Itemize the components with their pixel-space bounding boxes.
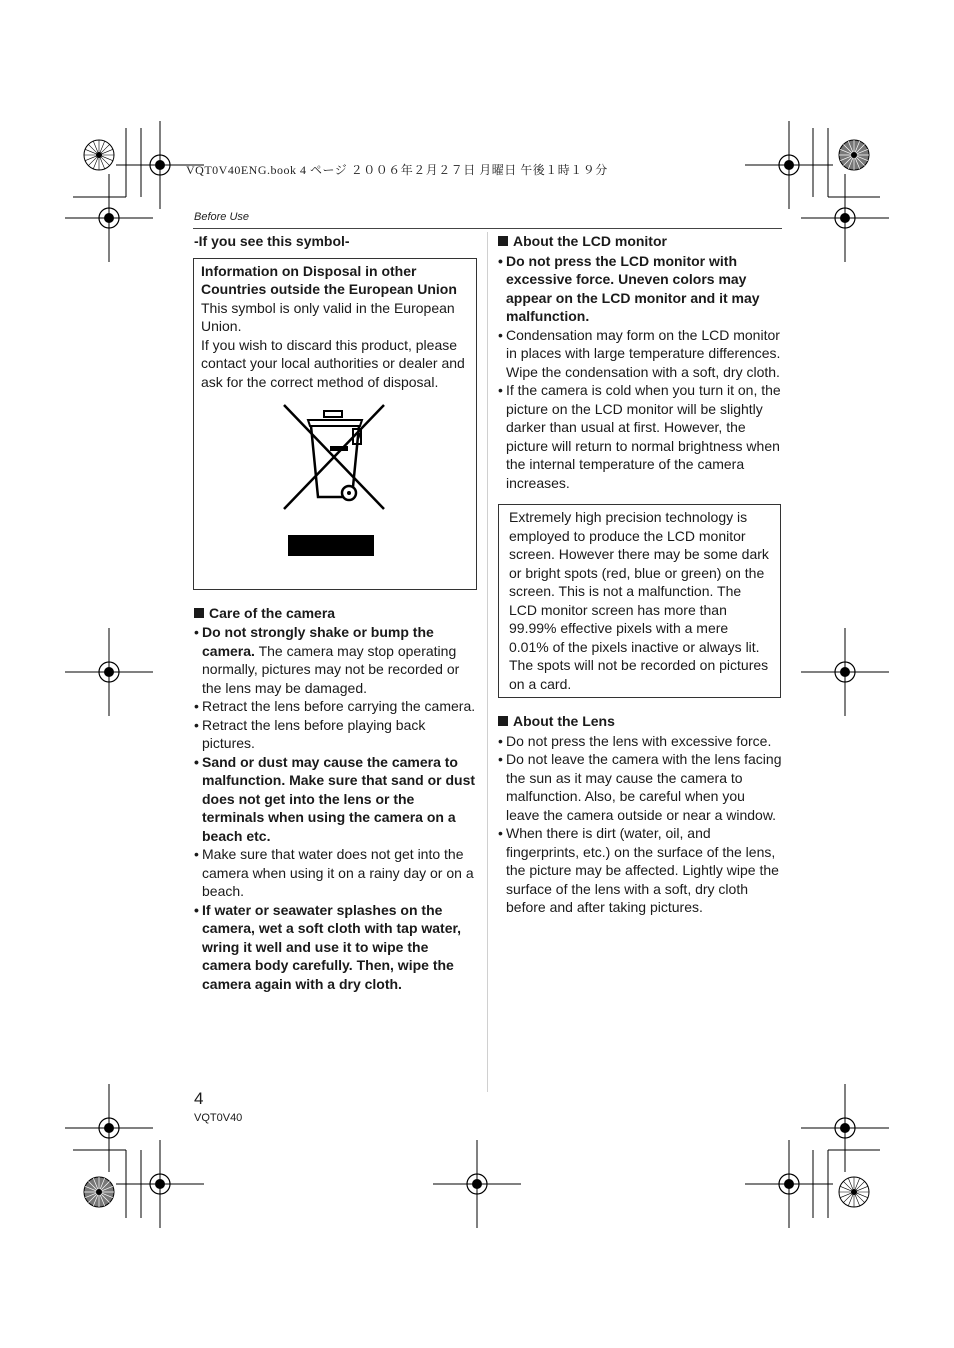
list-item: • When there is dirt (water, oil, and fingerprints, etc.) on the surface of the lens, the picture may be affected. Lightly wipe the surface of the lens with a soft, dry cloth before and after taking pictures. [498,824,782,917]
header-rule [193,228,782,229]
if-symbol-heading: -If you see this symbol- [194,233,350,249]
lcd-heading: About the LCD monitor [498,232,782,251]
care-list [194,623,478,993]
print-header: VQT0V40ENG.book 4 ページ ２００６年２月２７日 月曜日 午後１時１９分 [186,163,608,177]
list-item: • Do not strongly shake or bump the camera. The camera may stop operating normally, pictures may not be recorded or the lens may be damaged. [194,623,478,697]
list-item: • If the camera is cold when you turn it on, the picture on the LCD monitor will be slightly darker than usual at first. However, the picture will return to normal brightness when the internal temperature of the camera increases. [498,381,782,492]
list-item: • Retract the lens before carrying the camera. [194,697,478,716]
disposal-info-box [193,258,477,590]
square-bullet-icon [498,716,508,726]
list-item: • Sand or dust may cause the camera to malfunction. Make sure that sand or dust does not get into the lens or the terminals when using the camera on a beach etc. [194,753,478,846]
document-code: VQT0V40 [194,1112,243,1124]
list-item: • Do not leave the camera with the lens facing the sun as it may cause the camera to malfunction. Also, be careful when you leave the camera outside or near a window. [498,750,782,824]
disposal-para-1: This symbol is only valid in the European Union. [201,299,455,334]
list-item: • Do not press the LCD monitor with excessive force. Uneven colors may appear on the LCD monitor and it may malfunction. [498,252,782,326]
disposal-para-2: If you wish to discard this product, please contact your local authorities or dealer and ask for the correct method of disposal. [201,336,465,390]
list-item: • Condensation may form on the LCD monitor in places with large temperature differences. Wipe the condensation with a soft, dry cloth. [498,326,782,382]
list-item: • Retract the lens before playing back pictures. [194,716,478,753]
list-item: • Make sure that water does not get into the camera when using it on a rainy day or on a beach. [194,845,478,901]
care-heading: Care of the camera [194,604,478,623]
square-bullet-icon [498,236,508,246]
lens-heading: About the Lens [498,712,782,731]
page-number: 4 [194,1089,204,1108]
column-divider [487,232,488,1092]
list-item: • If water or seawater splashes on the camera, wet a soft cloth with tap water, wring it well and use it to wipe the camera body carefully. Then, wipe the camera again with a dry cloth. [194,901,478,994]
right-column [498,232,782,917]
crossed-out-wheelie-bin-icon [280,401,390,557]
left-column [194,232,478,993]
lcd-list [498,252,782,493]
section-label: Before Use [194,211,250,223]
precision-note-box: Extremely high precision technology is employed to produce the LCD monitor screen. However there may be some dark or bright spots (red, blue or green) on the screen. This is not a malfunction. The LCD monitor screen has more than 99.99% effective pixels with a mere 0.01% of the pixels inactive or always lit. The spots will not be recorded on pictures on a card. [498,504,781,698]
square-bullet-icon [194,608,204,618]
disposal-title: Information on Disposal in other Countries outside the European Union [201,262,457,297]
list-item: • Do not press the lens with excessive force. [498,732,782,751]
lens-list [498,732,782,917]
